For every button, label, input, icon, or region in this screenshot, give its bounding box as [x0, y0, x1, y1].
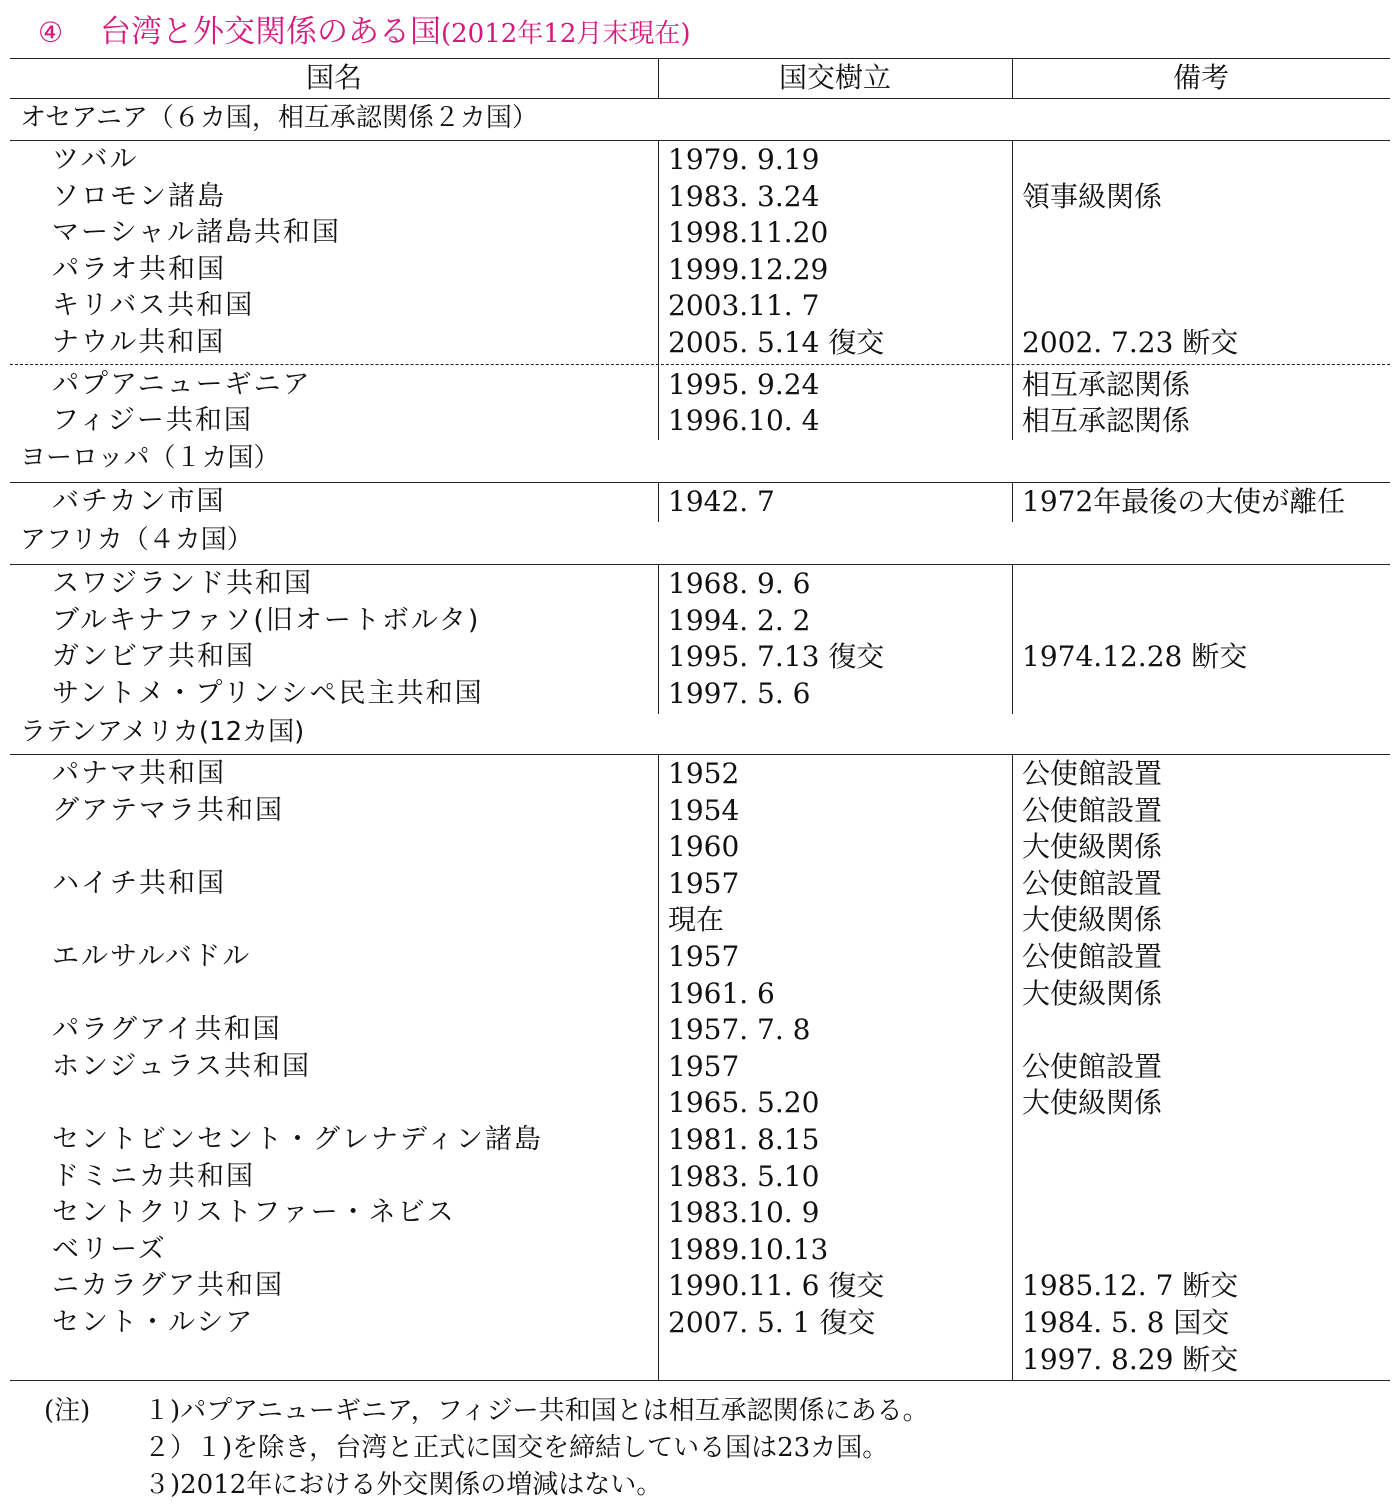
notes [44, 1393, 929, 1504]
established-date: 1989.10.13 [668, 1232, 829, 1266]
country-name: サントメ・プリンシペ民主共和国 [52, 677, 484, 709]
country-name: バチカン市国 [52, 486, 226, 517]
country-name: ソロモン諸島 [52, 180, 226, 212]
country-name: ツバル [52, 144, 139, 175]
country-name: パプアニューギニア [52, 368, 312, 400]
title-number: ④ [38, 16, 64, 49]
column-divider [1012, 754, 1013, 1380]
column-header-established: 国交樹立 [778, 61, 891, 94]
country-name: パナマ共和国 [52, 758, 226, 789]
note-line-3 [44, 1467, 929, 1504]
established-date: 1968. 9. 6 [668, 567, 811, 600]
note-item: ２）１)を除き，台湾と正式に国交を締結している国は23カ国。 [144, 1433, 889, 1463]
table-rule [10, 58, 1390, 59]
column-divider [1012, 140, 1013, 440]
remarks: 領事級関係 [1022, 179, 1163, 213]
country-name: ドミニカ共和国 [52, 1160, 255, 1192]
established-date: 1998.11.20 [668, 216, 829, 250]
table-rule [10, 98, 1390, 99]
country-name: セント・ルシア [52, 1307, 255, 1338]
established-date: 1999.12.29 [668, 252, 829, 286]
remarks: 大使級関係 [1022, 976, 1163, 1010]
country-name: パラオ共和国 [52, 253, 226, 285]
country-name: グアテマラ共和国 [52, 794, 284, 826]
page-title [38, 6, 691, 50]
country-name: ハイチ共和国 [52, 867, 226, 899]
notes-label: (注) [44, 1396, 91, 1426]
remarks: 公使館設置 [1022, 866, 1163, 900]
section-title: ヨーロッパ（１カ国） [20, 443, 280, 473]
country-name: ナウル共和国 [52, 327, 226, 358]
country-name: スワジランド共和国 [52, 568, 313, 599]
column-header-remarks: 備考 [1172, 61, 1229, 94]
established-date: 1979. 9.19 [668, 143, 820, 176]
established-date: 1961. 6 [668, 976, 775, 1010]
table-rule [10, 482, 1390, 483]
established-date: 2007. 5. 1 復交 [668, 1306, 876, 1339]
column-divider [658, 564, 659, 714]
country-name: フィジー共和国 [52, 405, 253, 437]
country-name: マーシャル諸島共和国 [52, 217, 341, 249]
established-date: 現在 [668, 903, 725, 937]
remarks: 相互承認関係 [1022, 367, 1191, 401]
remarks: 1997. 8.29 断交 [1022, 1342, 1239, 1376]
country-name: ブルキナファソ(旧オートボルタ) [52, 604, 481, 636]
column-divider [1012, 58, 1013, 98]
title-date: (2012年12月末現在) [441, 19, 691, 49]
established-date: 2003.11. 7 [668, 289, 820, 323]
country-name: キリバス共和国 [52, 290, 255, 322]
established-date: 1954 [668, 793, 740, 827]
established-date: 1996.10. 4 [668, 404, 820, 438]
remarks: 公使館設置 [1022, 793, 1163, 827]
column-divider [658, 754, 659, 1380]
column-divider [658, 140, 659, 440]
established-date: 1990.11. 6 復交 [668, 1269, 885, 1303]
established-date: 1952 [668, 757, 740, 790]
table-rule [10, 754, 1390, 755]
title-main: 台湾と外交関係のある国 [100, 14, 441, 50]
established-date: 1983. 3.24 [668, 179, 820, 213]
section-title: アフリカ（４カ国） [20, 525, 253, 555]
remarks: 1972年最後の大使が離任 [1022, 485, 1346, 518]
remarks: 公使館設置 [1022, 1049, 1163, 1083]
established-date: 1983. 5.10 [668, 1159, 820, 1193]
established-date: 1960 [668, 830, 740, 864]
remarks: 1974.12.28 断交 [1022, 640, 1248, 674]
country-name: ベリーズ [52, 1233, 167, 1265]
column-header-country: 国名 [305, 61, 362, 94]
remarks: 公使館設置 [1022, 757, 1163, 790]
country-name: ニカラグア共和国 [52, 1270, 284, 1302]
table-rule [10, 1380, 1390, 1381]
table-rule [10, 140, 1390, 141]
country-name: エルサルバドル [52, 941, 252, 972]
column-divider [658, 58, 659, 98]
established-date: 1983.10. 9 [668, 1196, 820, 1230]
dashed-divider [10, 364, 1390, 365]
country-name: セントクリストファー・ネビス [52, 1197, 456, 1229]
note-line-2 [44, 1430, 929, 1467]
established-date: 1981. 8.15 [668, 1123, 820, 1156]
remarks: 大使級関係 [1022, 830, 1163, 864]
established-date: 1994. 2. 2 [668, 603, 811, 637]
column-divider [1012, 564, 1013, 714]
note-item: １)パプアニューギニア，フィジー共和国とは相互承認関係にある。 [144, 1396, 929, 1426]
remarks: 公使館設置 [1022, 940, 1163, 973]
column-divider [658, 482, 659, 522]
established-date: 1995. 9.24 [668, 367, 820, 401]
remarks: 大使級関係 [1022, 1086, 1163, 1120]
established-date: 1957 [668, 1049, 740, 1083]
country-name: ホンジュラス共和国 [52, 1050, 311, 1082]
section-title: オセアニア（６カ国，相互承認関係２カ国） [20, 103, 538, 133]
country-name: パラグアイ共和国 [52, 1014, 282, 1046]
established-date: 1965. 5.20 [668, 1086, 820, 1120]
established-date: 1942. 7 [668, 485, 775, 518]
column-divider [1012, 482, 1013, 522]
table-rule [10, 564, 1390, 565]
established-date: 1997. 5. 6 [668, 676, 811, 710]
note-item: ３)2012年における外交関係の増減はない。 [144, 1470, 663, 1500]
established-date: 1995. 7.13 復交 [668, 640, 885, 674]
remarks: 2002. 7.23 断交 [1022, 326, 1239, 359]
established-date: 1957. 7. 8 [668, 1013, 811, 1047]
country-name: セントビンセント・グレナディン諸島 [52, 1124, 543, 1155]
remarks: 1984. 5. 8 国交 [1022, 1306, 1230, 1339]
remarks: 1985.12. 7 断交 [1022, 1269, 1239, 1303]
remarks: 大使級関係 [1022, 903, 1163, 937]
established-date: 2005. 5.14 復交 [668, 326, 885, 359]
established-date: 1957 [668, 940, 740, 973]
remarks: 相互承認関係 [1022, 404, 1191, 438]
country-name: ガンビア共和国 [52, 641, 255, 673]
section-title: ラテンアメリカ(12カ国) [20, 717, 305, 747]
established-date: 1957 [668, 866, 740, 900]
note-line-1 [44, 1393, 929, 1430]
